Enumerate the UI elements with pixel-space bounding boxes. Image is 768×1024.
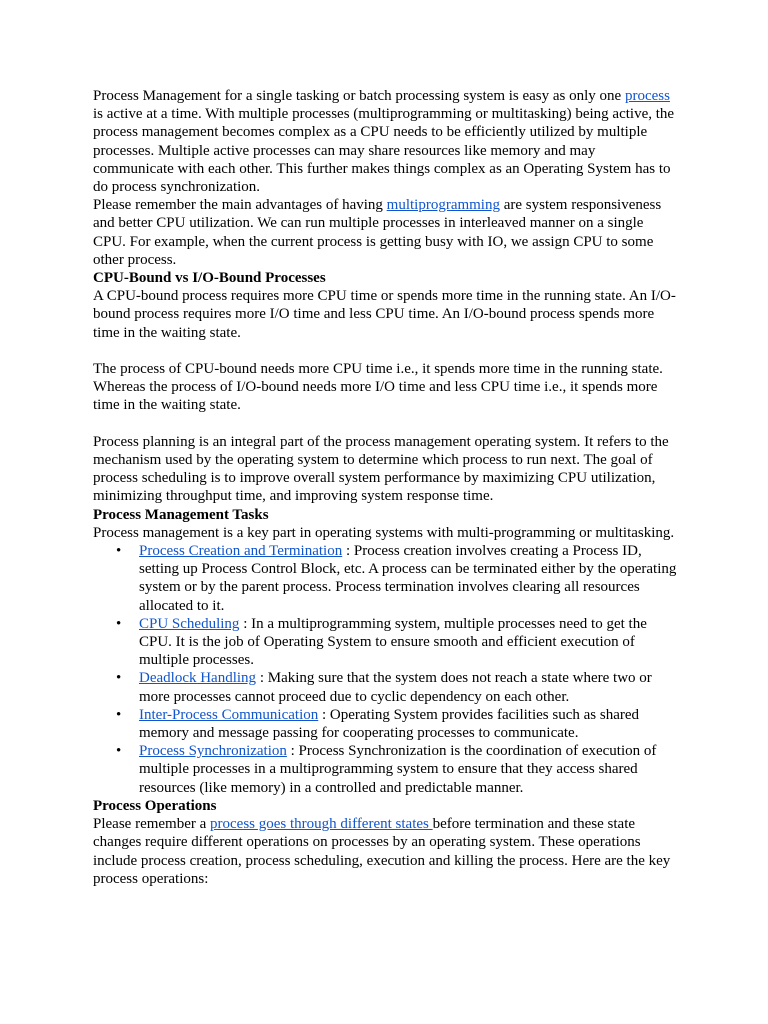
cpu-scheduling-link[interactable]: CPU Scheduling	[139, 615, 240, 632]
blank-line	[93, 415, 678, 433]
bullet-icon: •	[116, 615, 122, 632]
intro-paragraph-1	[93, 87, 678, 196]
blank-line	[93, 342, 678, 360]
list-item-text: : In a multiprogramming system, multiple processes need to get the CPU. It is the job of Operating System to ensure smooth and efficient execution of multiple processes.	[139, 615, 647, 669]
process-states-link[interactable]: process goes through different states	[210, 816, 433, 833]
list-item-text: : Process creation involves creating a Process ID, setting up Process Control Block, etc. A process can be terminated either by the operating system or by the parent process. Process termination involves clearing all resources allocated to it.	[139, 543, 677, 614]
intro-paragraph-1-end: is active at a time. With multiple processes (multiprogramming or multitasking) being active, the process management becomes complex as a CPU needs to be efficiently utilized by multiple processes. Multiple active processes can may share resources like memory and may communicate with each other. This further makes things complex as an Operating System has to do process synchronization.	[93, 106, 675, 196]
bullet-icon: •	[116, 670, 122, 687]
list-item	[116, 615, 678, 670]
list-item	[116, 669, 678, 705]
process-management-tasks-heading: Process Management Tasks	[93, 506, 269, 523]
tasks-intro-paragraph: Process management is a key part in operating systems with multi-programming or multitasking.	[93, 524, 675, 541]
bullet-icon: •	[116, 743, 122, 760]
list-item	[116, 542, 678, 615]
deadlock-handling-link[interactable]: Deadlock Handling	[139, 670, 257, 687]
tasks-list	[93, 542, 678, 797]
bullet-icon: •	[116, 706, 122, 723]
list-item-text: : Process Synchronization is the coordination of execution of multiple processes in a multiprogramming system to ensure that they access shared resources (like memory) in a controlled and predictable manner.	[139, 743, 657, 796]
process-synchronization-link[interactable]: Process Synchronization	[139, 743, 287, 760]
inter-process-communication-link[interactable]: Inter-Process Communication	[139, 706, 319, 723]
process-creation-termination-link[interactable]: Process Creation and Termination	[139, 543, 343, 560]
process-planning-paragraph: Process planning is an integral part of the process management operating system. It refers to the mechanism used by the operating system to determine which process to run next. The goal of process scheduling is to improve overall system performance by maximizing CPU utilization, minimizing throughput time, and improving system response time.	[93, 433, 669, 505]
list-item-text: : Making sure that the system does not reach a state where two or more processes cannot proceed due to cyclic dependency on each other.	[139, 670, 652, 705]
cpu-io-paragraph-2: The process of CPU-bound needs more CPU time i.e., it spends more time in the running state. Whereas the process of I/O-bound needs more I/O time and less CPU time i.e., it spends more time in the waiting state.	[93, 361, 663, 414]
list-item	[116, 706, 678, 742]
process-link[interactable]: process	[624, 88, 670, 104]
process-operations-heading: Process Operations	[93, 797, 217, 814]
cpu-io-paragraph-1: A CPU-bound process requires more CPU time or spends more time in the running state. An I/O-bound process requires more I/O time and less CPU time. An I/O-bound process spends more time in the waiting state.	[93, 288, 676, 341]
cpu-io-bound-heading: CPU-Bound vs I/O-Bound Processes	[93, 270, 326, 287]
multiprogramming-link[interactable]: multiprogramming	[386, 197, 500, 214]
list-item-text: : Operating System provides facilities such as shared memory and message passing for cooperating processes to communicate.	[139, 706, 640, 742]
process-operations-paragraph-start: Please remember a	[93, 816, 211, 833]
intro-paragraph-2	[93, 196, 678, 269]
intro-paragraph-1-start: Process Management for a single tasking or batch processing system is easy as only one	[93, 88, 625, 104]
bullet-icon: •	[116, 543, 122, 560]
list-item	[116, 742, 678, 797]
intro-paragraph-2-start: Please remember the main advantages of having	[93, 197, 387, 214]
process-operations-paragraph-end: before termination and these state changes require different operations on processes by an operating system. These operations include process creation, process scheduling, execution and killing the process. Here are the key process operations:	[93, 816, 671, 887]
intro-paragraph-2-end: are system responsiveness and better CPU utilization. We can run multiple processes in interleaved manner on a single CPU. For example, when the current process is getting busy with IO, we assign CPU to some other process.	[93, 197, 662, 268]
process-operations-paragraph	[93, 815, 678, 888]
